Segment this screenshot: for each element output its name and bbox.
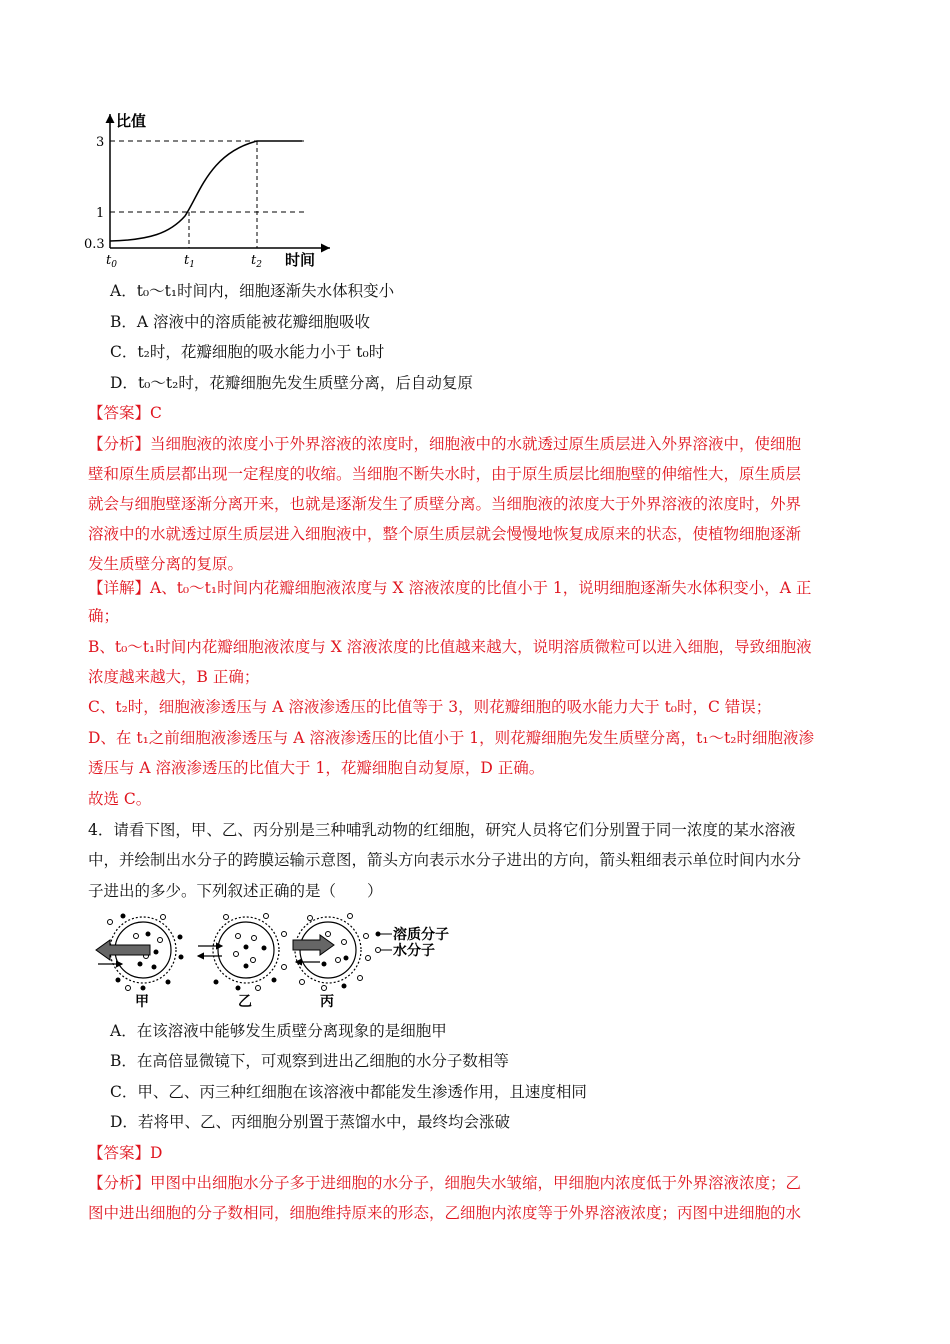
y-tick-0.3: 0.3 <box>84 237 105 252</box>
q3-option-d: D．t₀～t₂时，花瓣细胞先发生质壁分离，后自动复原 <box>110 374 473 392</box>
q3-analysis-line: 壁和原生质层都出现一定程度的收缩。当细胞不断失水时，由于原生质层比细胞壁的伸缩性大，原生质层 <box>88 465 802 483</box>
q3-detail-line: D、在 t₁之前细胞液渗透压与 A 溶液渗透压的比值小于 1，则花瓣细胞先发生质壁分离，t₁～t₂时细胞液渗 <box>88 729 815 747</box>
q4-option-d: D．若将甲、乙、丙细胞分别置于蒸馏水中，最终均会涨破 <box>110 1113 510 1131</box>
cell-bing <box>293 914 371 991</box>
y-tick-1: 1 <box>96 206 105 221</box>
q4-stem-line: 4．请看下图，甲、乙、丙分别是三种哺乳动物的红细胞，研究人员将它们分别置于同一浓度的某水溶液 <box>88 821 796 839</box>
q4-option-c: C．甲、乙、丙三种红细胞在该溶液中都能发生渗透作用，且速度相同 <box>110 1083 587 1101</box>
q3-detail-line: 浓度越来越大，B 正确； <box>88 668 260 686</box>
x-tick-t0: $t_0$ <box>106 253 117 270</box>
q4-option-b: B．在高倍显微镜下，可观察到进出乙细胞的水分子数相等 <box>110 1052 509 1070</box>
q3-detail-line: 故选 C。 <box>88 790 152 808</box>
figure-legend <box>376 926 450 959</box>
q4-option-a: A．在该溶液中能够发生质壁分离现象的是细胞甲 <box>110 1022 447 1040</box>
q3-analysis-line: 发生质壁分离的复原。 <box>88 555 244 573</box>
q3-analysis-line: 溶液中的水就透过原生质层进入细胞液中，整个原生质层就会慢慢地恢复成原来的状态，使植物细胞逐渐 <box>88 525 802 543</box>
q3-detail-line: 确； <box>88 607 120 625</box>
q3-detail-line: B、t₀～t₁时间内花瓣细胞液浓度与 X 溶液浓度的比值越来越大，说明溶质微粒可以进入细胞，导致细胞液 <box>88 638 812 656</box>
q3-option-c: C．t₂时，花瓣细胞的吸水能力小于 t₀时 <box>110 343 385 361</box>
x-tick-t2: $t_2$ <box>251 253 262 270</box>
cell-yi <box>198 914 287 991</box>
q3-detail-line: 透压与 A 溶液渗透压的比值大于 1，花瓣细胞自动复原，D 正确。 <box>88 759 545 777</box>
q3-option-b: B．A 溶液中的溶质能被花瓣细胞吸收 <box>110 313 371 331</box>
q3-detail-line: C、t₂时，细胞液渗透压与 A 溶液渗透压的比值等于 3，则花瓣细胞的吸水能力大于 t₀时，C 错误； <box>88 698 772 716</box>
y-tick-3: 3 <box>96 135 105 150</box>
cells-figure <box>88 912 488 1012</box>
q4-analysis-line: 【分析】甲图中出细胞水分子多于进细胞的水分子，细胞失水皱缩，甲细胞内浓度低于外界溶液浓度；乙 <box>88 1174 802 1192</box>
ratio-curve <box>110 141 302 241</box>
q4-stem-line: 中，并绘制出水分子的跨膜运输示意图，箭头方向表示水分子进出的方向，箭头粗细表示单位时间内水分 <box>88 851 802 869</box>
q3-option-a: A．t₀～t₁时间内，细胞逐渐失水体积变小 <box>110 282 395 300</box>
q3-answer: 【答案】C <box>88 404 162 422</box>
q3-analysis-line: 就会与细胞壁逐渐分离开来，也就是逐渐发生了质壁分离。当细胞液的浓度大于外界溶液的浓度时，外界 <box>88 495 802 513</box>
q4-stem-line: 子进出的多少。下列叙述正确的是（ ） <box>88 882 383 900</box>
ratio-time-graph <box>80 108 340 273</box>
x-axis-label: 时间 <box>285 251 316 269</box>
cell-label-yi: 乙 <box>238 994 252 1010</box>
cell-label-bing: 丙 <box>320 994 334 1010</box>
x-tick-t1: $t_1$ <box>184 253 195 270</box>
q4-analysis-line: 图中进出细胞的分子数相同，细胞维持原来的形态，乙细胞内浓度等于外界溶液浓度；丙图中进细胞的水 <box>88 1204 802 1222</box>
cell-label-jia: 甲 <box>135 994 149 1010</box>
cell-jia <box>96 914 184 991</box>
q3-analysis-line: 【分析】当细胞液的浓度小于外界溶液的浓度时，细胞液中的水就透过原生质层进入外界溶液中，使细胞 <box>88 435 802 453</box>
q3-detail-line: 【详解】A、t₀～t₁时间内花瓣细胞液浓度与 X 溶液浓度的比值小于 1，说明细胞逐渐失水体积变小，A 正 <box>88 579 812 597</box>
legend-solute-label: 溶质分子 <box>393 927 449 943</box>
q4-answer: 【答案】D <box>88 1144 163 1162</box>
legend-water-label: 水分子 <box>393 943 435 959</box>
y-axis-label: 比值 <box>116 112 147 130</box>
